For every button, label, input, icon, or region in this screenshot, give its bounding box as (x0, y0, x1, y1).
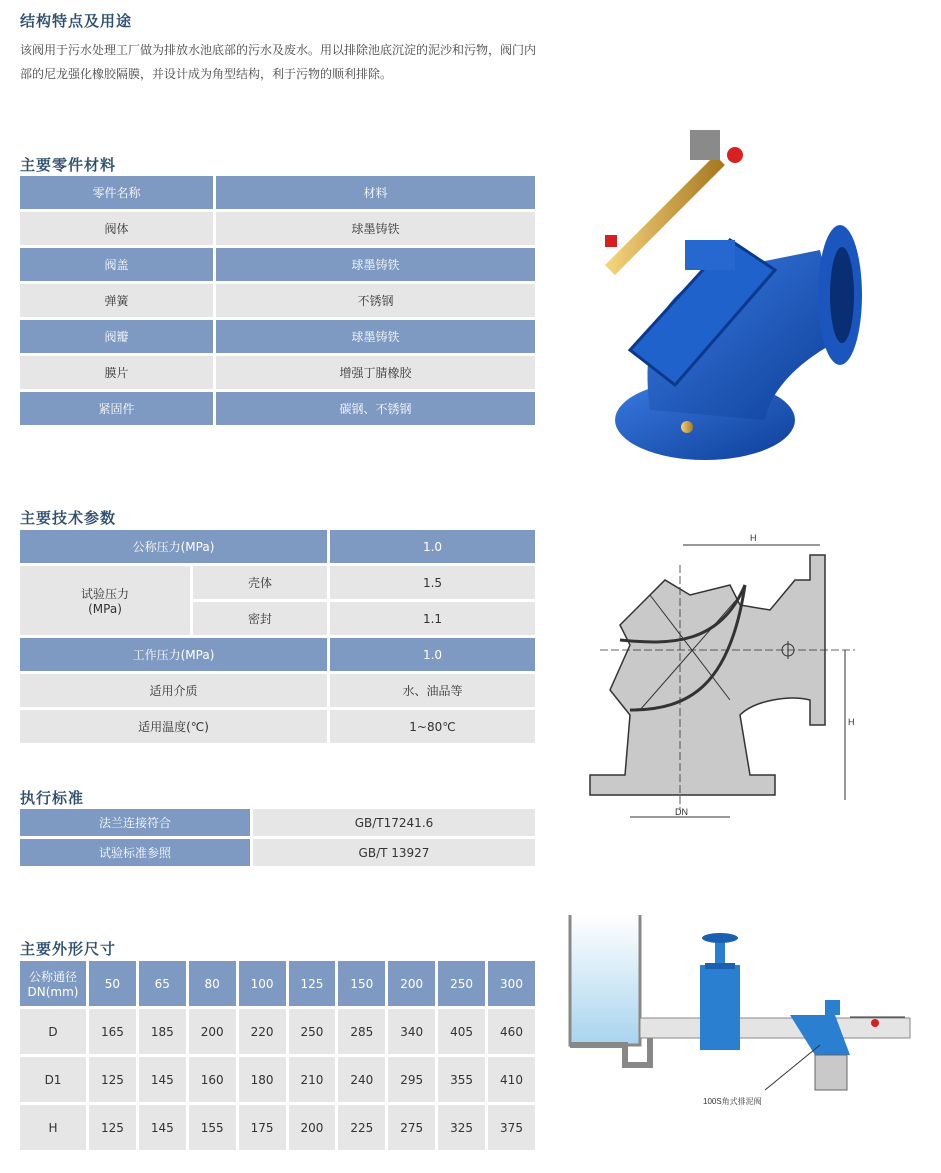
param-label: 适用介质 (20, 674, 327, 707)
part-name: 阀盖 (20, 248, 213, 281)
standard-value: GB/T17241.6 (253, 809, 535, 836)
dim-value: 375 (488, 1105, 535, 1150)
dim-value: 155 (189, 1105, 236, 1150)
dim-value: 200 (289, 1105, 336, 1150)
part-name: 弹簧 (20, 284, 213, 317)
dim-value: 210 (289, 1057, 336, 1102)
table-header-row (20, 961, 535, 1006)
dim-value: 340 (388, 1009, 435, 1054)
dim-value: 240 (338, 1057, 385, 1102)
part-name: 膜片 (20, 356, 213, 389)
param-label: 适用温度(℃) (20, 710, 327, 743)
usage-text: 该阀用于污水处理工厂做为排放水池底部的污水及废水。用以排除池底沉淀的泥沙和污物，阀门内部的尼龙强化橡胶隔膜，并设计成为角型结构，利于污物的顺利排除。 (20, 43, 537, 81)
standard-label: 法兰连接符合 (20, 809, 250, 836)
dn-value: 50 (89, 961, 136, 1006)
param-label: 密封 (193, 602, 327, 635)
standard-label: 试验标准参照 (20, 839, 250, 866)
dim-value: 145 (139, 1057, 186, 1102)
table-row (20, 674, 535, 707)
dn-value: 100 (239, 961, 286, 1006)
dn-value: 150 (338, 961, 385, 1006)
param-value: 水、油品等 (330, 674, 535, 707)
dim-value: 405 (438, 1009, 485, 1054)
param-value: 1.5 (330, 566, 535, 599)
dim-value: 220 (239, 1009, 286, 1054)
test-pressure-text: 试验压力 (80, 587, 129, 601)
table-row (20, 710, 535, 743)
param-label: 工作压力(MPa) (20, 638, 327, 671)
header-cell: 材料 (216, 176, 535, 209)
dim-value: 125 (89, 1105, 136, 1150)
section-title-standards: 执行标准 (20, 789, 85, 807)
section-title-dimensions: 主要外形尺寸 (20, 940, 117, 958)
dn-header-line1: 公称通径 (28, 970, 77, 984)
install-caption: 100S角式排泥阀 (703, 1097, 762, 1106)
row-label: H (20, 1105, 86, 1150)
dimensions-table (17, 958, 538, 1153)
dn-value: 200 (388, 961, 435, 1006)
part-material: 碳钢、不锈钢 (216, 392, 535, 425)
dim-value: 295 (388, 1057, 435, 1102)
section-title-parts: 主要零件材料 (20, 156, 117, 174)
dim-label-dn: DN (675, 807, 688, 817)
table-row (20, 530, 535, 563)
dn-value: 80 (189, 961, 236, 1006)
dim-value: 160 (189, 1057, 236, 1102)
dim-value: 225 (338, 1105, 385, 1150)
part-material: 球墨铸铁 (216, 248, 535, 281)
valve-product-image (590, 120, 890, 480)
dim-value: 125 (89, 1057, 136, 1102)
valve-section-drawing (580, 525, 870, 825)
dn-value: 125 (289, 961, 336, 1006)
part-material: 球墨铸铁 (216, 320, 535, 353)
param-value: 1.0 (330, 638, 535, 671)
table-row (20, 212, 535, 245)
table-row (20, 638, 535, 671)
table-row (20, 839, 535, 866)
section-title-params: 主要技术参数 (20, 509, 117, 527)
part-material: 不锈钢 (216, 284, 535, 317)
dim-value: 285 (338, 1009, 385, 1054)
table-row (20, 284, 535, 317)
dim-value: 200 (189, 1009, 236, 1054)
param-label: 公称压力(MPa) (20, 530, 327, 563)
dim-value: 180 (239, 1057, 286, 1102)
dn-header-line2: DN(mm) (27, 985, 79, 999)
dim-value: 175 (239, 1105, 286, 1150)
param-label: 壳体 (193, 566, 327, 599)
table-row (20, 809, 535, 836)
param-value: 1.0 (330, 530, 535, 563)
dim-label-h-top: H (750, 533, 757, 543)
table-row (20, 1009, 535, 1054)
part-name: 阀瓣 (20, 320, 213, 353)
row-label: D1 (20, 1057, 86, 1102)
parts-table (17, 173, 538, 428)
table-row (20, 320, 535, 353)
test-pressure-unit: (MPa) (88, 602, 122, 616)
dim-value: 250 (289, 1009, 336, 1054)
row-label: D (20, 1009, 86, 1054)
dn-value: 65 (139, 961, 186, 1006)
param-value: 1.1 (330, 602, 535, 635)
dim-value: 355 (438, 1057, 485, 1102)
dn-header-label (20, 961, 86, 1006)
table-row (20, 566, 535, 599)
dn-value: 250 (438, 961, 485, 1006)
params-table (17, 527, 538, 746)
dim-label-h-side: H (848, 717, 855, 727)
standard-value: GB/T 13927 (253, 839, 535, 866)
test-pressure-label (20, 566, 190, 635)
installation-diagram (565, 905, 925, 1115)
table-row (20, 1105, 535, 1150)
part-name: 阀体 (20, 212, 213, 245)
dim-value: 410 (488, 1057, 535, 1102)
dim-value: 165 (89, 1009, 136, 1054)
part-material: 球墨铸铁 (216, 212, 535, 245)
dim-value: 460 (488, 1009, 535, 1054)
dim-value: 325 (438, 1105, 485, 1150)
param-value: 1~80℃ (330, 710, 535, 743)
part-material: 增强丁腈橡胶 (216, 356, 535, 389)
section-title-usage: 结构特点及用途 (20, 12, 133, 30)
dn-value: 300 (488, 961, 535, 1006)
table-row (20, 356, 535, 389)
table-row (20, 392, 535, 425)
part-name: 紧固件 (20, 392, 213, 425)
standards-table (17, 806, 538, 869)
header-cell: 零件名称 (20, 176, 213, 209)
table-header-row (20, 176, 535, 209)
dim-value: 275 (388, 1105, 435, 1150)
dim-value: 145 (139, 1105, 186, 1150)
dim-value: 185 (139, 1009, 186, 1054)
table-row (20, 1057, 535, 1102)
table-row (20, 248, 535, 281)
